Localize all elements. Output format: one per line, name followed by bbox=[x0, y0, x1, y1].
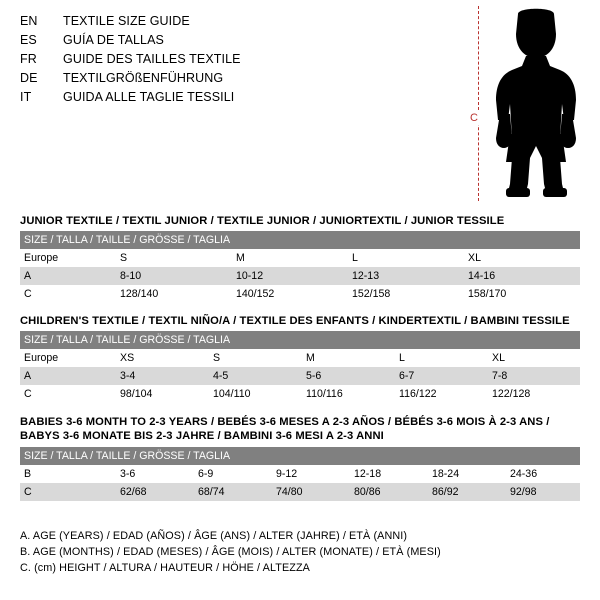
cell: M bbox=[232, 249, 348, 267]
cell: 98/104 bbox=[116, 385, 209, 403]
legend-line-c: C. (cm) HEIGHT / ALTURA / HAUTEUR / HÖHE / ALTEZZA bbox=[20, 562, 310, 574]
language-code: FR bbox=[20, 52, 37, 66]
cell: 24-36 bbox=[506, 465, 580, 483]
cell: 14-16 bbox=[464, 267, 580, 285]
measure-label-c: C bbox=[470, 112, 478, 124]
language-row bbox=[20, 90, 440, 109]
language-title-block bbox=[20, 14, 440, 109]
language-title: GUIDE DES TAILLES TEXTILE bbox=[63, 52, 241, 66]
language-row bbox=[20, 71, 440, 90]
table-row bbox=[20, 285, 580, 303]
cell: 18-24 bbox=[428, 465, 506, 483]
table-row bbox=[20, 267, 580, 285]
language-code: EN bbox=[20, 14, 38, 28]
table-header-row bbox=[20, 231, 580, 249]
section-babies bbox=[20, 415, 580, 501]
cell: 5-6 bbox=[302, 367, 395, 385]
table-junior bbox=[20, 231, 580, 303]
cell: 3-6 bbox=[116, 465, 194, 483]
table-row bbox=[20, 367, 580, 385]
section-title-children: CHILDREN'S TEXTILE / TEXTIL NIÑO/A / TEXTILE DES ENFANTS / KINDERTEXTIL / BAMBINI TESSILE bbox=[20, 315, 570, 327]
row-label: A bbox=[20, 367, 116, 385]
table-row bbox=[20, 483, 580, 501]
cell: 12-13 bbox=[348, 267, 464, 285]
cell: S bbox=[209, 349, 302, 367]
cell: 68/74 bbox=[194, 483, 272, 501]
table-children bbox=[20, 331, 580, 403]
cell: XL bbox=[464, 249, 580, 267]
legend-line-b: B. AGE (MONTHS) / EDAD (MESES) / ÂGE (MOIS) / ALTER (MONATE) / ETÀ (MESI) bbox=[20, 546, 441, 558]
table-header-label: SIZE / TALLA / TAILLE / GRÖSSE / TAGLIA bbox=[20, 447, 580, 465]
cell: 158/170 bbox=[464, 285, 580, 303]
cell: 62/68 bbox=[116, 483, 194, 501]
cell: 12-18 bbox=[350, 465, 428, 483]
language-row bbox=[20, 52, 440, 71]
language-code: DE bbox=[20, 71, 38, 85]
cell: 4-5 bbox=[209, 367, 302, 385]
language-code: IT bbox=[20, 90, 32, 104]
row-label: B bbox=[20, 465, 116, 483]
language-code: ES bbox=[20, 33, 37, 47]
section-title-babies: BABIES 3-6 MONTH TO 2-3 YEARS / BEBÉS 3-6 MESES A 2-3 AÑOS / BÉBÉS 3-6 MOIS À 2-3 ANS / BABYS 3-6 MONATE BIS 2-3 JAHRE / BAMBINI 3-6 MESI A 2-3 ANNI bbox=[20, 416, 550, 442]
cell: 8-10 bbox=[116, 267, 232, 285]
cell: 86/92 bbox=[428, 483, 506, 501]
cell: 140/152 bbox=[232, 285, 348, 303]
cell: 104/110 bbox=[209, 385, 302, 403]
table-header-label: SIZE / TALLA / TAILLE / GRÖSSE / TAGLIA bbox=[20, 331, 580, 349]
language-title: TEXTILE SIZE GUIDE bbox=[63, 14, 190, 28]
language-title: GUIDA ALLE TAGLIE TESSILI bbox=[63, 90, 235, 104]
cell: 152/158 bbox=[348, 285, 464, 303]
cell: XS bbox=[116, 349, 209, 367]
table-header-row bbox=[20, 447, 580, 465]
table-header-label: SIZE / TALLA / TAILLE / GRÖSSE / TAGLIA bbox=[20, 231, 580, 249]
cell: 9-12 bbox=[272, 465, 350, 483]
cell: 7-8 bbox=[488, 367, 580, 385]
language-title: TEXTILGRÖßENFÜHRUNG bbox=[63, 71, 224, 85]
cell: M bbox=[302, 349, 395, 367]
row-label: C bbox=[20, 285, 116, 303]
table-row bbox=[20, 249, 580, 267]
language-row bbox=[20, 14, 440, 33]
cell: 3-4 bbox=[116, 367, 209, 385]
section-junior bbox=[20, 215, 580, 303]
cell: XL bbox=[488, 349, 580, 367]
row-label: C bbox=[20, 483, 116, 501]
toddler-silhouette-icon bbox=[488, 8, 584, 200]
row-label: C bbox=[20, 385, 116, 403]
cell: L bbox=[395, 349, 488, 367]
measurement-illustration bbox=[455, 6, 585, 201]
table-row bbox=[20, 465, 580, 483]
cell: 110/116 bbox=[302, 385, 395, 403]
cell: 122/128 bbox=[488, 385, 580, 403]
height-measure-line bbox=[478, 6, 479, 201]
cell: L bbox=[348, 249, 464, 267]
cell: 6-9 bbox=[194, 465, 272, 483]
cell: 74/80 bbox=[272, 483, 350, 501]
language-title: GUÍA DE TALLAS bbox=[63, 33, 164, 47]
cell: 116/122 bbox=[395, 385, 488, 403]
table-header-row bbox=[20, 331, 580, 349]
cell: 80/86 bbox=[350, 483, 428, 501]
section-children bbox=[20, 315, 580, 403]
row-label: A bbox=[20, 267, 116, 285]
table-row bbox=[20, 349, 580, 367]
cell: S bbox=[116, 249, 232, 267]
language-row bbox=[20, 33, 440, 52]
row-label: Europe bbox=[20, 349, 116, 367]
row-label: Europe bbox=[20, 249, 116, 267]
cell: 6-7 bbox=[395, 367, 488, 385]
table-row bbox=[20, 385, 580, 403]
section-title-junior: JUNIOR TEXTILE / TEXTIL JUNIOR / TEXTILE JUNIOR / JUNIORTEXTIL / JUNIOR TESSILE bbox=[20, 215, 505, 227]
table-babies bbox=[20, 447, 580, 501]
cell: 92/98 bbox=[506, 483, 580, 501]
cell: 10-12 bbox=[232, 267, 348, 285]
legend-block bbox=[20, 528, 580, 576]
legend-line-a: A. AGE (YEARS) / EDAD (AÑOS) / ÂGE (ANS) / ALTER (JAHRE) / ETÀ (ANNI) bbox=[20, 530, 408, 542]
cell: 128/140 bbox=[116, 285, 232, 303]
